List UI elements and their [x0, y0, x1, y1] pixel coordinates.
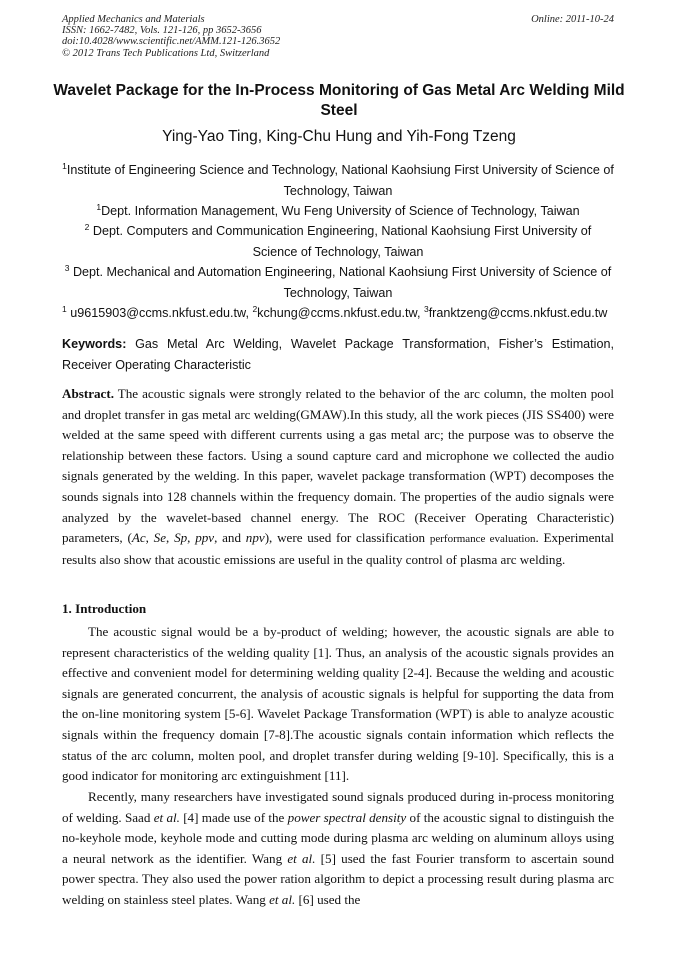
email-mark: 3: [423, 304, 429, 314]
affiliation-mark: 1: [62, 161, 67, 171]
email-mark: 2: [252, 304, 258, 314]
online-date: Online: 2011-10-24: [531, 14, 614, 25]
affiliation-2: [62, 201, 614, 222]
intro-italic: et al.: [153, 809, 180, 825]
intro-text: of the acoustic signal to distinguish the no-keyhole mode, keyhole mode and cutting mode during plasma arc welding on aluminum alloys using a neural network as the identifier. Wang: [62, 809, 615, 866]
affiliation-text: Dept. Computers and Communication Engineering, National Kaohsiung First University of Science of Technology, Taiwan: [89, 224, 592, 259]
abstract-param: npv: [245, 530, 265, 546]
affiliation-mark: 3: [64, 263, 70, 273]
intro-paragraph-2: [62, 787, 614, 911]
abstract-param: Se: [153, 530, 167, 546]
intro-text: [4] made use of the: [179, 809, 288, 825]
abstract-paragraph: [62, 384, 614, 570]
email-mark: 1: [62, 304, 67, 314]
author-emails: [62, 303, 614, 323]
affiliation-1: [62, 160, 614, 201]
email-text: franktzeng@ccms.nkfust.edu.tw: [428, 306, 608, 320]
affiliation-text: Dept. Information Management, Wu Feng University of Science of Technology, Taiwan: [101, 204, 580, 218]
intro-text: [6] used the: [295, 891, 361, 907]
abstract-text: ,: [145, 530, 154, 546]
affiliation-text: Dept. Mechanical and Automation Engineering, National Kaohsiung First University of Science of Technology, Taiwan: [69, 265, 612, 300]
abstract-text: ,: [166, 530, 175, 546]
intro-italic: power spectral density: [287, 809, 407, 825]
intro-paragraph-1: [62, 622, 614, 787]
abstract-text: . Experimental results also show that acoustic emissions are useful in the quality control of plasma arc welding.: [62, 530, 615, 567]
abstract-param: ppv: [195, 530, 215, 546]
intro-text: The acoustic signal would be a by-product of welding; however, the acoustic signals are able to represent characteristics of the welding quality [1]. Thus, an analysis of the acoustic signals provides an effective and convenient model for determining welding quality [2-4]. Because the welding and acoustic signals are generated concurrent, the analysis of acoustic signals is helpful for supporting the data from the on-line monitoring system [5-6]. Wavelet Package Transformation (WPT) is able to analyze acoustic signals within the frequency domain [7-8].The acoustic signals contain information which reflects the status of the arc column, molten pool, and droplet transfer during welding [9-10]. Specifically, this is a good indicator for monitoring arc extinguishment [11].: [62, 624, 614, 784]
intro-text: Recently, many researchers have investigated sound signals produced during in-process monitoring of welding. Saad: [62, 789, 614, 825]
abstract-text: ), were used for classification: [264, 530, 430, 546]
email-text: u9615903@ccms.nkfust.edu.tw,: [66, 306, 253, 320]
abstract-text: , and: [214, 530, 246, 546]
issn-line: ISSN: 1662-7482, Vols. 121-126, pp 3652-3656: [62, 25, 262, 37]
intro-italic: et al.: [269, 891, 296, 907]
intro-text: [5] used the fast Fourier transform to ascertain sound power spectra. They also used the power ration algorithm to depict a processing result during plasma arc welding on stainless steel plates. Wang: [62, 850, 614, 907]
affiliation-4: [62, 262, 614, 303]
intro-italic: et al.: [287, 850, 316, 866]
affiliation-mark: 1: [96, 202, 102, 212]
doi-line: doi:10.4028/www.scientific.net/AMM.121-126.3652: [62, 36, 281, 48]
affiliation-3: [62, 221, 614, 262]
keywords-label: Keywords:: [62, 337, 127, 351]
abstract-text: performance evaluation: [429, 533, 536, 546]
keywords-text: Gas Metal Arc Welding, Wavelet Package Transformation, Fisher’s Estimation, Receiver Operating Characteristic: [62, 337, 614, 372]
abstract-text: The acoustic signals were strongly related to the behavior of the arc column, the molten pool and droplet transfer in gas metal arc welding(GMAW).In this study, all the work pieces (JIS SS400) were welded at the same speed with different currents using a gas metal arc; the purpose was to observe the relationship between these factors. Using a sound capture card and microphone we collected the audio signals generated by the welding. In this paper, wavelet package transformation (WPT) decomposes the sounds signals into 128 channels within the frequency domain. The properties of the audio signals were analyzed by the wavelet-based channel energy. The ROC (Receiver Operating Characteristic) parameters, (: [62, 386, 614, 546]
copyright-line: © 2012 Trans Tech Publications Ltd, Switzerland: [62, 47, 270, 59]
keywords-block: [62, 334, 614, 375]
abstract-param: Sp: [174, 530, 188, 546]
journal-header: [62, 14, 614, 59]
abstract-text: ,: [187, 530, 196, 546]
abstract-label: Abstract.: [62, 386, 114, 401]
abstract-param: Ac: [131, 530, 146, 546]
section-heading-introduction: 1. Introduction: [62, 601, 147, 616]
affiliation-text: Institute of Engineering Science and Technology, National Kaohsiung First University of Science of Technology, Taiwan: [66, 163, 614, 198]
journal-name: Applied Mechanics and Materials: [62, 14, 205, 25]
affiliation-mark: 2: [84, 222, 90, 232]
email-text: kchung@ccms.nkfust.edu.tw,: [257, 306, 424, 320]
paper-title: Wavelet Package for the In-Process Monitoring of Gas Metal Arc Welding Mild Steel: [53, 82, 625, 119]
paper-authors: Ying-Yao Ting, King-Chu Hung and Yih-Fong Tzeng: [162, 128, 516, 145]
